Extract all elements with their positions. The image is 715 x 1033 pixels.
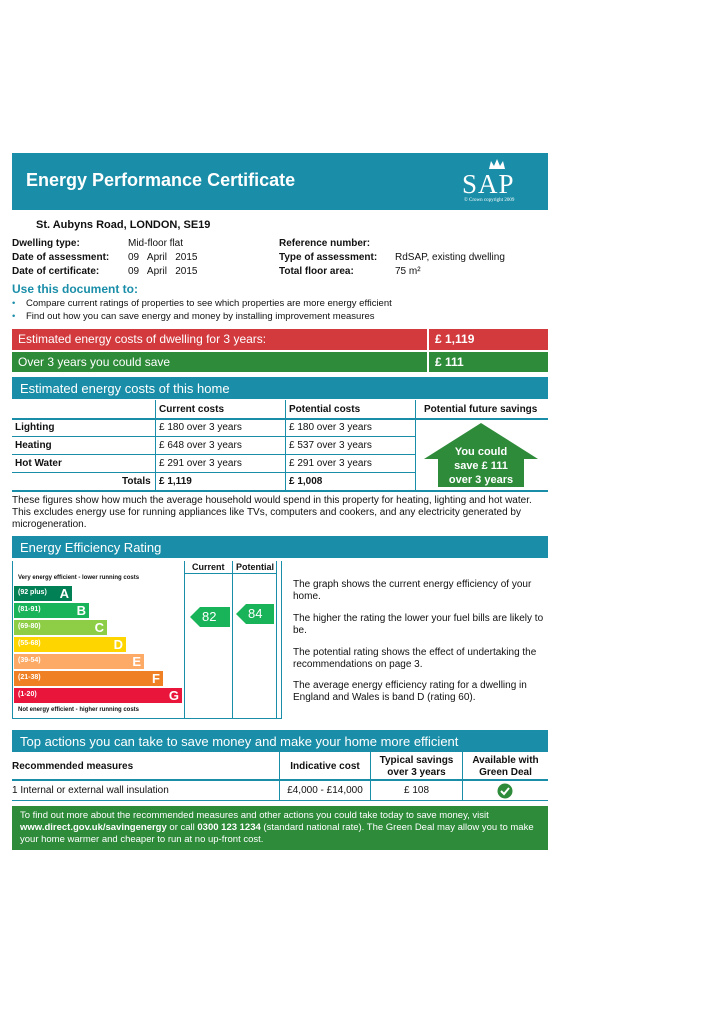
eer-divider <box>232 561 233 719</box>
measure-saving: £ 108 <box>403 785 430 796</box>
cost-cell: £ 291 over 3 years <box>289 458 372 469</box>
eer-band-a <box>14 586 72 601</box>
eer-band-range: (81-91) <box>18 606 41 613</box>
costs-note: These figures show how much the average household would spend in this property for heating, lighting and hot water. This excludes energy use for running appliances like TVs, computers and cookers, and any electricity generated by microgeneration. <box>12 495 532 530</box>
current-rating-value: 82 <box>202 609 217 624</box>
eer-band-g <box>14 688 182 703</box>
eer-band-letter: A <box>59 586 69 601</box>
eer-band-d <box>14 637 126 652</box>
eer-divider <box>184 573 277 574</box>
eer-band-range: (21-38) <box>18 674 41 681</box>
table-divider <box>12 454 416 455</box>
col-header-current: Current costs <box>159 404 225 415</box>
eer-band-range: (1-20) <box>18 691 37 698</box>
col-header-typical-savings: Typical savings over 3 years <box>379 755 454 778</box>
row-label-hot-water: Hot Water <box>15 458 62 469</box>
property-address: St. Aubyns Road, LONDON, SE19 <box>36 219 211 231</box>
cost-cell: £ 291 over 3 years <box>159 458 242 469</box>
total-current: £ 1,119 <box>159 476 192 487</box>
eer-section-header: Energy Efficiency Rating <box>12 536 548 558</box>
date-assessment-value: 09 April 2015 <box>128 252 198 263</box>
col-header-cost: Indicative cost <box>290 761 360 772</box>
phone-number: 0300 123 1234 <box>197 822 261 833</box>
date-certificate-value: 09 April 2015 <box>128 266 198 277</box>
table-divider <box>12 418 548 420</box>
eer-divider <box>276 561 277 719</box>
eer-band-f <box>14 671 163 686</box>
table-divider <box>415 400 416 490</box>
savings-house-text: You could save £ 111 over 3 years <box>448 446 514 486</box>
eer-col-current: Current <box>192 562 225 572</box>
bullet-icon: • <box>12 298 16 309</box>
eer-band-range: (92 plus) <box>18 589 47 596</box>
col-header-green-deal: Available with Green Deal <box>472 755 539 778</box>
table-divider <box>285 400 286 490</box>
costs-section-header: Estimated energy costs of this home <box>12 377 548 399</box>
total-potential: £ 1,008 <box>289 476 323 487</box>
floor-area-label: Total floor area: <box>279 266 354 277</box>
table-divider <box>155 400 156 490</box>
table-divider <box>12 490 548 492</box>
table-divider <box>12 436 416 437</box>
bullet-icon: • <box>12 311 16 322</box>
dwelling-type-value: Mid-floor flat <box>128 238 184 249</box>
page-title: Energy Performance Certificate <box>26 170 296 190</box>
green-deal-check-icon <box>497 783 513 799</box>
eer-band-c <box>14 620 107 635</box>
row-label-lighting: Lighting <box>15 422 55 433</box>
eer-text-2: The higher the rating the lower your fuel bills are likely to be. <box>293 613 544 636</box>
cost-cell: £ 648 over 3 years <box>159 440 242 451</box>
use-document-title: Use this document to: <box>12 282 139 296</box>
col-header-savings: Potential future savings <box>424 404 538 415</box>
eer-band-letter: D <box>113 637 123 652</box>
totals-label: Totals <box>122 476 151 487</box>
potential-rating-value: 84 <box>248 606 263 621</box>
eer-text-3: The potential rating shows the effect of undertaking the recommendations on page 3. <box>293 647 537 670</box>
eer-band-range: (55-68) <box>18 640 41 647</box>
sap-copyright: © Crown copyright 2009 <box>464 198 515 203</box>
eer-band-letter: G <box>168 688 179 703</box>
measure-cell: 1 Internal or external wall insulation <box>12 785 169 796</box>
eer-band-letter: F <box>152 671 160 686</box>
actions-section-header: Top actions you can take to save money and make your home more efficient <box>12 730 548 752</box>
row-label-heating: Heating <box>15 440 52 451</box>
list-item: • Compare current ratings of properties to see which properties are more energy efficient <box>12 298 392 309</box>
dwelling-type-label: Dwelling type: <box>12 238 80 249</box>
col-header-measures: Recommended measures <box>12 761 134 772</box>
eer-top-note: Very energy efficient - lower running costs <box>18 575 140 581</box>
eer-col-potential: Potential <box>236 562 275 572</box>
floor-area-value: 75 m² <box>395 266 421 277</box>
eer-text-1: The graph shows the current energy efficiency of your home. <box>293 579 532 602</box>
sap-logo-text: SAP <box>462 169 515 199</box>
col-header-potential: Potential costs <box>289 404 361 415</box>
cost-cell: £ 180 over 3 years <box>289 422 372 433</box>
eer-band-letter: C <box>94 620 104 635</box>
table-divider <box>12 472 416 473</box>
eer-divider <box>184 561 185 719</box>
could-save-bar: Over 3 years you could save <box>12 352 427 372</box>
eer-bottom-note: Not energy efficient - higher running costs <box>18 707 140 713</box>
estimated-cost-value: £ 1,119 <box>429 329 548 350</box>
assessment-type-label: Type of assessment: <box>279 252 378 263</box>
eer-band-b <box>14 603 89 618</box>
eer-band-range: (39-54) <box>18 657 41 664</box>
sap-logo <box>460 155 546 209</box>
list-item: • Find out how you can save energy and money by installing improvement measures <box>12 311 375 322</box>
could-save-value: £ 111 <box>429 352 548 372</box>
actions-footer: To find out more about the recommended measures and other actions you could take today to save money, visit www.direct.gov.uk/savingenergy or call 0300 123 1234 (standard national rate). The Green Deal may allow you to make your home warmer and cheaper to run at no up-front cost. <box>12 806 548 850</box>
date-certificate-label: Date of certificate: <box>12 266 100 277</box>
eer-band-range: (69-80) <box>18 623 41 630</box>
measure-cost: £4,000 - £14,000 <box>287 785 363 796</box>
estimated-cost-bar: Estimated energy costs of dwelling for 3 years: <box>12 329 427 350</box>
eer-band-letter: E <box>132 654 141 669</box>
table-divider <box>12 800 548 801</box>
eer-text-4: The average energy efficiency rating for a dwelling in England and Wales is band D (rating 60). <box>293 680 527 703</box>
table-divider <box>12 779 548 781</box>
assessment-type-value: RdSAP, existing dwelling <box>395 252 505 263</box>
date-assessment-label: Date of assessment: <box>12 252 110 263</box>
saving-energy-link[interactable]: www.direct.gov.uk/savingenergy <box>20 822 167 833</box>
eer-band-letter: B <box>76 603 86 618</box>
eer-band-e <box>14 654 144 669</box>
cost-cell: £ 537 over 3 years <box>289 440 372 451</box>
reference-label: Reference number: <box>279 238 371 249</box>
cost-cell: £ 180 over 3 years <box>159 422 242 433</box>
